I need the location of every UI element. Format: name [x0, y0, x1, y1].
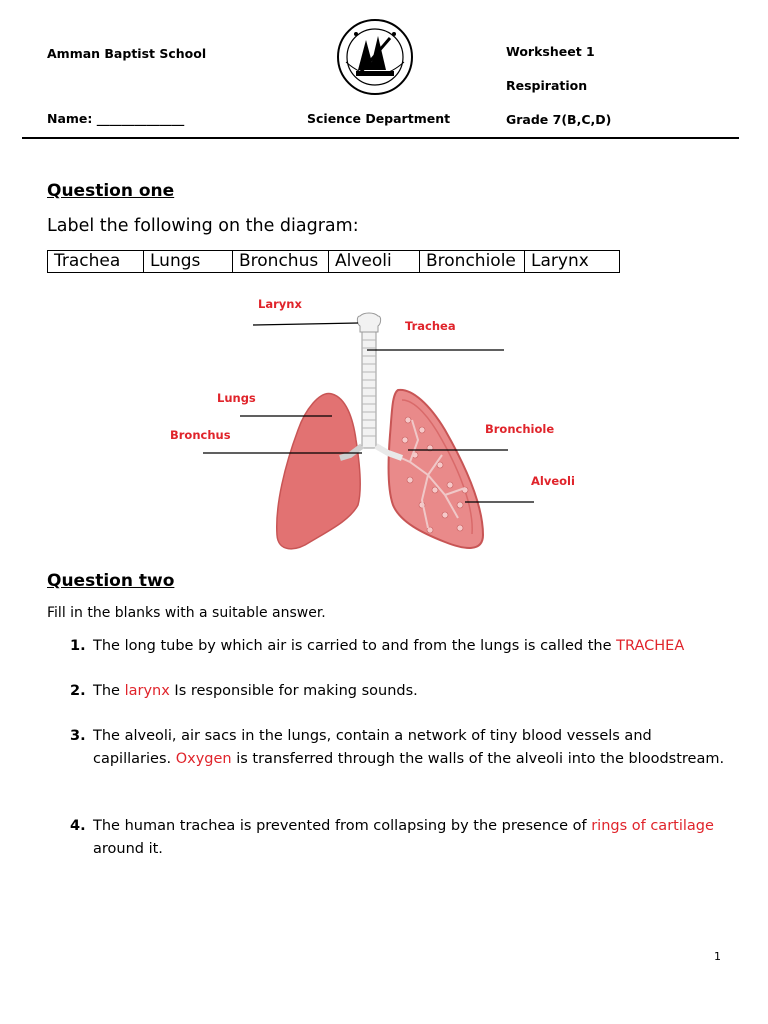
item-number: 4. [70, 818, 86, 834]
school-name: Amman Baptist School [47, 46, 207, 61]
item-number: 2. [70, 683, 86, 699]
diagram-label-larynx: Larynx [258, 297, 302, 311]
item-text [93, 680, 733, 703]
diagram-label-alveoli: Alveoli [531, 474, 575, 488]
item-text [93, 635, 733, 658]
label-bank-table [47, 250, 620, 273]
item-number: 1. [70, 638, 86, 654]
diagram-label-bronchiole: Bronchiole [485, 422, 555, 436]
question-one-heading: Question one [47, 181, 175, 201]
diagram-label-bronchus: Bronchus [170, 428, 231, 442]
diagram-label-lungs: Lungs [217, 391, 256, 405]
item-text-after: Is responsible for making sounds. [169, 683, 418, 699]
right-lung-shape [388, 390, 483, 548]
header-divider [22, 137, 739, 139]
worksheet-topic: Respiration [506, 78, 588, 93]
item-answer: Oxygen [175, 751, 232, 767]
page-number: 1 [714, 950, 721, 963]
item-text-before: The long tube by which air is carried to and from the lungs is called the [93, 638, 617, 654]
label-bank-cell: Bronchus [233, 251, 329, 273]
label-bank-cell: Trachea [48, 251, 144, 273]
school-logo [336, 18, 414, 96]
question-two-heading: Question two [47, 571, 175, 591]
item-answer: larynx [124, 683, 170, 699]
item-answer: TRACHEA [616, 638, 685, 654]
grade-label: Grade 7(B,C,D) [506, 112, 612, 127]
label-bank-cell: Bronchiole [420, 251, 525, 273]
item-text-before: The human trachea is prevented from collapsing by the presence of [93, 818, 592, 834]
item-text [93, 725, 733, 771]
department-name: Science Department [307, 111, 451, 126]
item-number: 3. [70, 728, 86, 744]
label-bank-cell: Alveoli [329, 251, 420, 273]
item-text-after: is transferred through the walls of the alveoli into the bloodstream. [231, 751, 725, 767]
diagram-label-trachea: Trachea [405, 319, 456, 333]
larynx-leader-line [253, 323, 358, 325]
item-text-before: The alveoli, air sacs in the lungs, contain a network of tiny blood vessels and capillaries. [93, 728, 652, 767]
item-text-after: around it. [93, 841, 163, 857]
item-answer: rings of cartilage [591, 818, 714, 834]
label-bank-cell: Lungs [144, 251, 233, 273]
item-text [93, 815, 733, 861]
label-bank-cell: Larynx [525, 251, 620, 273]
question-two-instruction: Fill in the blanks with a suitable answer. [47, 605, 326, 621]
item-text-before: The [93, 683, 125, 699]
question-one-instruction: Label the following on the diagram: [47, 216, 359, 236]
student-name-field: Name: ______________ [47, 111, 185, 126]
left-lung-shape [277, 393, 360, 548]
worksheet-number: Worksheet 1 [506, 44, 595, 59]
